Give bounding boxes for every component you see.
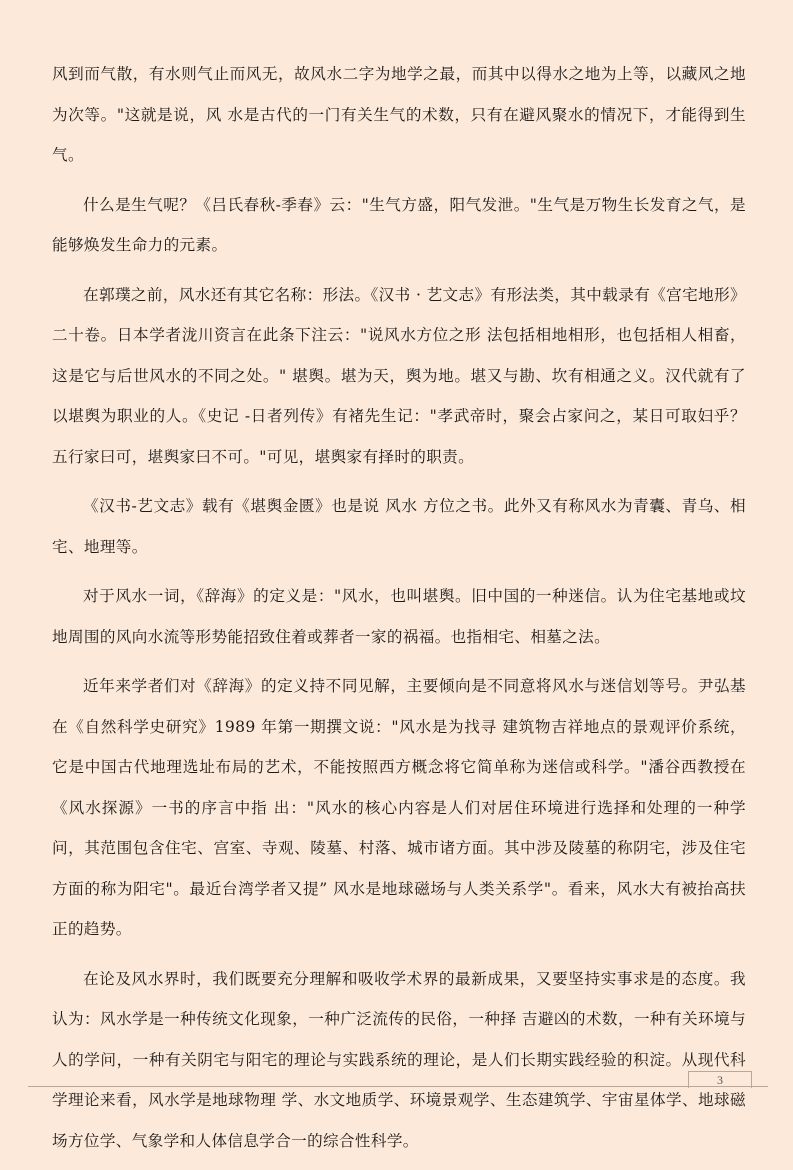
- page-number: 3: [688, 1071, 752, 1088]
- paragraph: 在郭璞之前，风水还有其它名称：形法。《汉书 · 艺文志》有形法类，其中载录有《宫宅地形》二十卷。日本学者泷川资言在此条下注云："说风水方位之形 法包括相地相形，也包括相人相畜，这是它与后世风水的不同之处。" 堪舆。堪为天，舆为地。堪又与勘、坎有相通之义。汉代就有了以堪舆为职业的人。《史记 -日者列传》有褚先生记："孝武帝时，聚会占家问之，某日可取妇乎？五行家曰可，堪舆家曰不可。"可见，堪舆家有择时的职责。: [52, 285, 746, 466]
- paragraph: 在论及风水界时，我们既要充分理解和吸收学术界的最新成果，又要坚持实事求是的态度。我认为：风水学是一种传统文化现象，一种广泛流传的民俗，一种择 吉避凶的术数，一种有关环境与人的学问，一种有关阴宅与阳宅的理论与实践系统的理论，是人们长期实践经验的积淀。从现代科学理论来看，风水学是地球物理 学、水文地质学、环境景观学、生态建筑学、宇宙星体学、地球磁场方位学、气象学和人体信息学合一的综合性科学。: [52, 969, 746, 1150]
- paragraph: 什么是生气呢？《吕氏春秋-季春》云："生气方盛，阳气发泄。"生气是万物生长发育之气，是能够焕发生命力的元素。: [52, 195, 746, 254]
- paragraph: 风到而气散，有水则气止而风无，故风水二字为地学之最，而其中以得水之地为上等，以藏风之地为次等。"这就是说，风 水是古代的一门有关生气的术数，只有在避风聚水的情况下，才能得到生气。: [52, 65, 746, 164]
- paragraph: 《汉书-艺文志》载有《堪舆金匮》也是说 风水 方位之书。此外又有称风水为青囊、青乌、相宅、地理等。: [52, 497, 746, 556]
- paragraph: 对于风水一词，《辞海》的定义是："风水，也叫堪舆。旧中国的一种迷信。认为住宅基地或坟地周围的风向水流等形势能招致住着或葬者一家的祸福。也指相宅、相墓之法。: [52, 587, 746, 646]
- document-body: [52, 54, 746, 1170]
- paragraph: 近年来学者们对《辞海》的定义持不同见解，主要倾向是不同意将风水与迷信划等号。尹弘基在《自然科学史研究》1989 年第一期撰文说："风水是为找寻 建筑物吉祥地点的景观评价系统，它是中国古代地理选址布局的艺术，不能按照西方概念将它简单称为迷信或科学。"潘谷西教授在《风水探源》一书的序言中指 出："风水的核心内容是人们对居住环境进行选择和处理的一种学问，其范围包含住宅、宫室、寺观、陵墓、村落、城市诸方面。其中涉及陵墓的称阴宅，涉及住宅 方面的称为阳宅"。最近台湾学者又提” 风水是地球磁场与人类关系学"。看来，风水大有被抬高扶正的趋势。: [52, 677, 746, 938]
- footer-divider: [28, 1086, 768, 1087]
